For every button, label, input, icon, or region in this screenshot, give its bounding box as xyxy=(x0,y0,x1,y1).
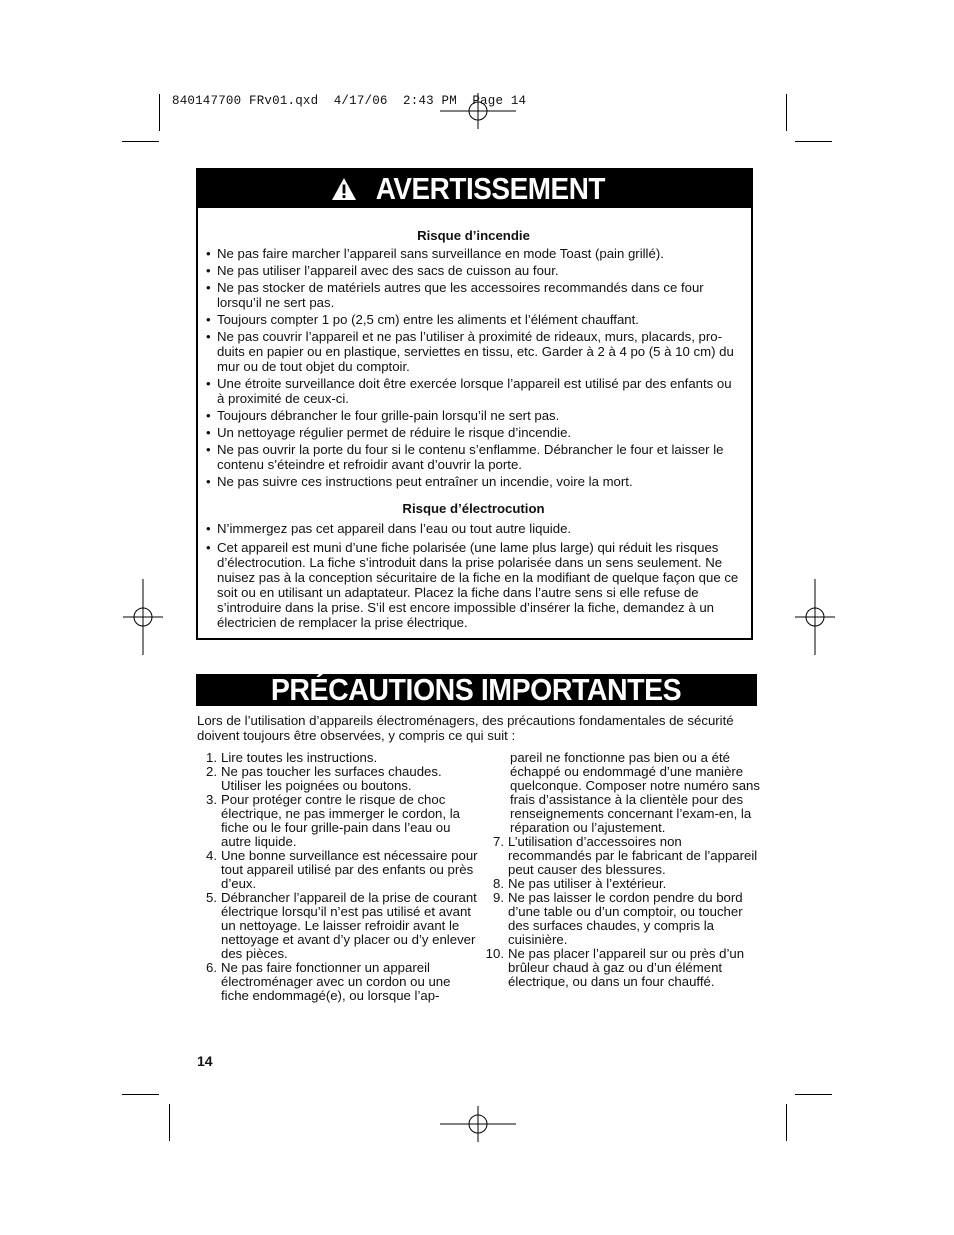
fire-risk-heading: Risque d’incendie xyxy=(417,228,530,243)
list-item: • Cet appareil est muni d’une fiche polarisée (une lame plus large) qui réduit les risques d’électrocution. La fiche s’introduit dans la prise polarisée dans un sens seulement. Ne nuisez pas à la conception sécuritaire de la fiche en la modifiant de quelque façon que ce soit ou en utilisant un adaptateur. Placez la fiche dans l’autre sens si elle refuse de s’introduire dans la prise. S’il est encore impossible d’insérer la fiche, demandez à un électricien de remplacer la prise électrique. xyxy=(206,540,741,630)
list-item: • Un nettoyage régulier permet de réduire le risque d’incendie. xyxy=(206,425,741,440)
crop-mark xyxy=(786,1104,787,1141)
crop-mark xyxy=(159,94,160,131)
list-item: 5. Débrancher l’appareil de la prise de courant électrique lorsqu’il n’est pas utilisé et avant un nettoyage. Le laisser refroidir avant le nettoyage et avant d’y placer ou d’y enlever des pièces. xyxy=(206,890,477,961)
list-item-continuation: pareil ne fonctionne pas bien ou a été échappé ou endommagé d’une manière quelconque. Composer notre numéro sans frais d’assistance à la clientèle pour des renseignements concernant l’exam-en, la réparation ou l’ajustement. xyxy=(510,750,760,835)
print-slug: 840147700 FRv01.qxd 4/17/06 2:43 PM Page 14 xyxy=(172,94,527,108)
list-item: 4. Une bonne surveillance est nécessaire pour tout appareil utilisé par des enfants ou près d’eux. xyxy=(206,848,478,891)
warning-box xyxy=(196,168,753,640)
list-item: • Toujours compter 1 po (2,5 cm) entre les aliments et l’élément chauffant. xyxy=(206,312,741,327)
list-item: • Ne pas faire marcher l’appareil sans surveillance en mode Toast (pain grillé). xyxy=(206,246,741,261)
list-item: • Ne pas ouvrir la porte du four si le contenu s’enflamme. Débrancher le four et laisser le contenu s’éteindre et refroidir avant d’ouvrir la porte. xyxy=(206,442,741,472)
registration-mark-icon xyxy=(123,579,163,655)
registration-mark-icon xyxy=(440,1106,516,1142)
list-item: 1. Lire toutes les instructions. xyxy=(206,750,378,765)
crop-mark xyxy=(795,1094,832,1095)
crop-mark xyxy=(122,141,159,142)
shock-risk-heading: Risque d’électrocution xyxy=(402,501,545,516)
list-item: • Ne pas utiliser l’appareil avec des sacs de cuisson au four. xyxy=(206,263,741,278)
list-item: • Toujours débrancher le four grille-pain lorsqu’il ne sert pas. xyxy=(206,408,741,423)
precautions-header xyxy=(196,674,757,706)
crop-mark xyxy=(795,141,832,142)
precautions-title: PRÉCAUTIONS IMPORTANTES xyxy=(271,672,682,707)
list-item: 9. Ne pas laisser le cordon pendre du bord d’une table ou d’un comptoir, ou toucher des surfaces chaudes, y compris la cuisinière. xyxy=(493,890,743,947)
list-item: • N’immergez pas cet appareil dans l’eau ou tout autre liquide. xyxy=(206,521,741,536)
list-item: • Une étroite surveillance doit être exercée lorsque l’appareil est utilisé par des enfants ou à proximité de ceux-ci. xyxy=(206,376,741,406)
precautions-intro: Lors de l’utilisation d’appareils électroménagers, des précautions fondamentales de sécurité doivent toujours être observées, y compris ce qui suit : xyxy=(197,713,734,743)
list-item: 3. Pour protéger contre le risque de choc électrique, ne pas immerger le cordon, la fiche ou le four grille-pain dans l’eau ou autre liquide. xyxy=(206,792,460,849)
registration-mark-icon xyxy=(795,579,835,655)
list-item: • Ne pas stocker de matériels autres que les accessoires recommandés dans ce four lorsqu’il ne sert pas. xyxy=(206,280,741,310)
crop-mark xyxy=(169,1104,170,1141)
list-item: 6. Ne pas faire fonctionner un appareil électroménager avec un cordon ou une fiche endommagé(e), ou lorsque l’ap- xyxy=(206,960,451,1003)
precautions-left-column xyxy=(197,751,480,1003)
crop-mark xyxy=(786,94,787,131)
precautions-right-column xyxy=(484,751,760,989)
fire-risk-list xyxy=(206,246,741,489)
list-item: 2. Ne pas toucher les surfaces chaudes. Utiliser les poignées ou boutons. xyxy=(206,764,442,793)
warning-title: AVERTISSEMENT xyxy=(375,171,606,206)
list-item: • Ne pas couvrir l’appareil et ne pas l’utiliser à proximité de rideaux, murs, placards, pro-duits en papier ou en plastique, serviettes en tissu, etc. Garder à 2 à 4 po (5 à 10 cm) du mur ou de tout objet du comptoir. xyxy=(206,329,741,374)
list-item: 10. Ne pas placer l’appareil sur ou près d’un brûleur chaud à gaz ou d’un élément électrique, ou dans un four chauffé. xyxy=(485,946,745,989)
registration-mark-icon xyxy=(440,93,516,129)
page-number: 14 xyxy=(197,1053,213,1069)
list-item: 7. L’utilisation d’accessoires non recommandés par le fabricant de l’appareil peut causer des blessures. xyxy=(493,834,758,877)
warning-header xyxy=(198,170,751,208)
list-item: • Ne pas suivre ces instructions peut entraîner un incendie, voire la mort. xyxy=(206,474,741,489)
shock-risk-list xyxy=(206,521,741,630)
warning-body xyxy=(198,208,751,630)
crop-mark xyxy=(122,1094,159,1095)
list-item: 8. Ne pas utiliser à l’extérieur. xyxy=(493,876,667,891)
warning-triangle-icon xyxy=(331,177,357,201)
